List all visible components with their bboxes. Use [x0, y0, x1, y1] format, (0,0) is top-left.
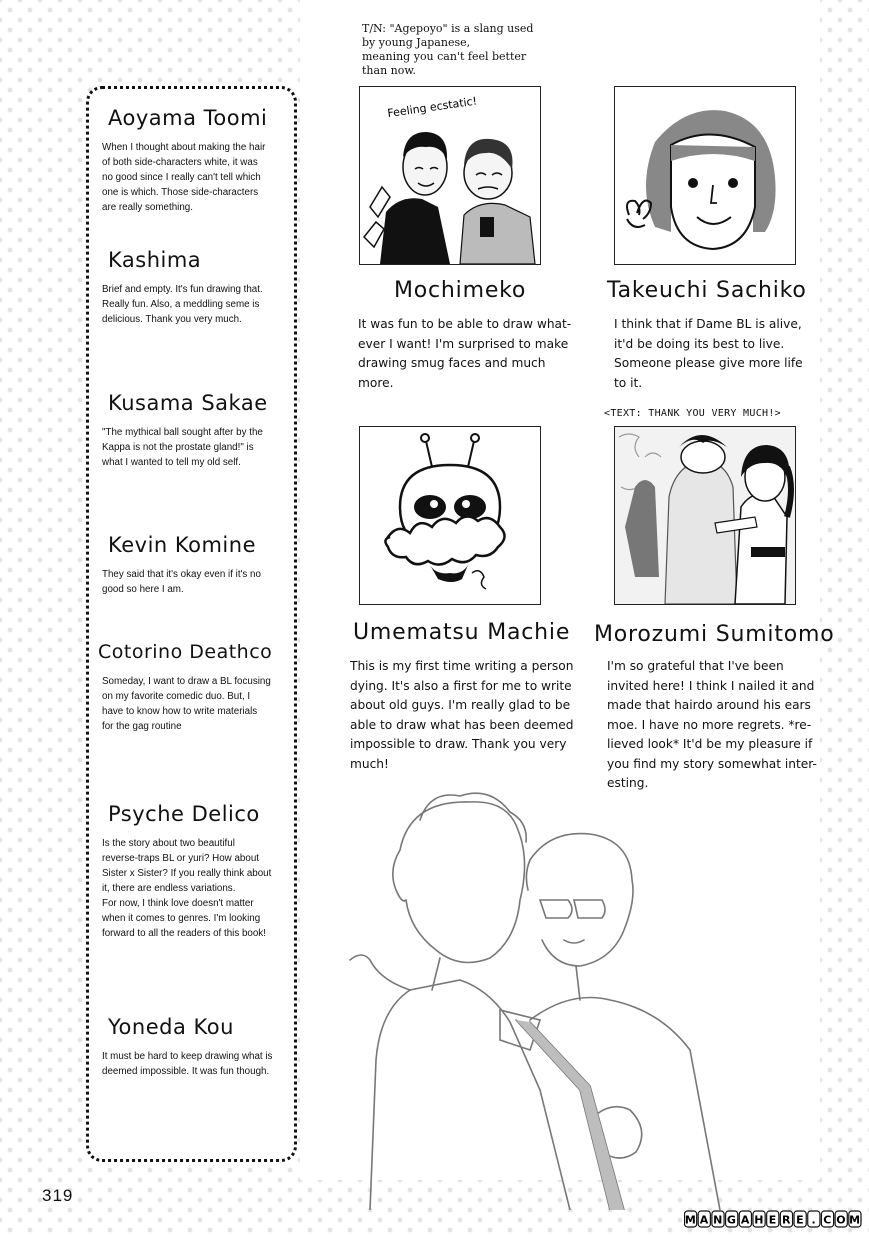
author-comment: Someday, I want to draw a BL focusing on my favorite comedic duo. But, I have to know how to write materials for the gag routine	[102, 676, 271, 732]
watermark-letter: N	[713, 1213, 723, 1227]
card-author-name: Mochimeko	[394, 278, 527, 303]
thank-you-note: <TEXT: THANK YOU VERY MUCH!>	[604, 408, 781, 419]
comment-aoyama-toomi	[102, 104, 280, 215]
comment-kashima	[102, 246, 280, 327]
comment-kevin-komine	[102, 531, 280, 597]
card-author-comment: I'm so grateful that I've been invited here! I think I nailed it and made that hairdo around his ears moe. I have no more regrets. *re- lieved look* It'd be my pleasure if you find my story somewhat inter- esting.	[607, 659, 817, 790]
page-number: 319	[42, 1186, 74, 1205]
author-name: Kusama Sakae	[108, 391, 268, 415]
author-comment: Brief and empty. It's fun drawing that. Really fun. Also, a meddling seme is delicious. Thank you very much.	[102, 284, 263, 325]
author-comment: When I thought about making the hair of both side-characters white, it was no good since I really can't tell which one is which. Those side-characters are really something.	[102, 142, 266, 213]
watermark-letter: M	[684, 1213, 696, 1227]
card-author-name: Morozumi Sumitomo	[594, 622, 835, 647]
author-name: Cotorino Deathco	[98, 641, 273, 663]
watermark-letter: G	[726, 1213, 736, 1227]
watermark-letter: R	[781, 1213, 791, 1227]
morozumi-sumitomo-illustration	[614, 426, 796, 605]
card-author-comment: I think that if Dame BL is alive, it'd be doing its best to live. Someone please give more life to it.	[614, 317, 803, 390]
comment-kusama-sakae	[102, 389, 280, 470]
comment-cotorino-deathco	[98, 638, 280, 734]
watermark-letter: M	[849, 1213, 861, 1227]
author-comment: Is the story about two beautiful reverse-traps BL or yuri? How about Sister x Sister? If you really think about it, there are endless variations. For now, I think love doesn't matter when it comes to genres. I'm looking forward to all the readers of this book!	[102, 838, 272, 939]
watermark-letter: E	[796, 1213, 804, 1227]
translation-note: T/N: "Agepoyo" is a slang used by young Japanese, meaning you can't feel better than now.	[362, 22, 552, 78]
mochimeko-illustration	[359, 86, 541, 265]
author-comment: They said that it's okay even if it's no good so here I am.	[102, 569, 261, 595]
watermark-letter: .	[811, 1213, 816, 1227]
comment-yoneda-kou	[102, 1013, 280, 1079]
umematsu-machie-illustration	[359, 426, 541, 605]
watermark-letter: O	[836, 1213, 846, 1227]
author-name: Kashima	[108, 248, 202, 272]
card-author-comment: This is my first time writing a person dying. It's also a first for me to write about old guys. I'm really glad to be able to draw what has been deemed impossible to draw. Thank you very much!	[350, 659, 574, 771]
author-name: Yoneda Kou	[108, 1015, 234, 1039]
author-name: Aoyama Toomi	[108, 106, 268, 130]
author-comment: It must be hard to keep drawing what is deemed impossible. It was fun though.	[102, 1051, 273, 1077]
comment-psyche-delico	[102, 800, 280, 941]
author-name: Psyche Delico	[108, 802, 260, 826]
watermark-letter: A	[740, 1213, 750, 1227]
takeuchi-sachiko-illustration	[614, 86, 796, 265]
watermark-letter: C	[823, 1213, 832, 1227]
watermark-letter: E	[768, 1213, 777, 1227]
author-name: Kevin Komine	[108, 533, 256, 557]
card-author-name: Takeuchi Sachiko	[607, 278, 807, 303]
card-author-comment: It was fun to be able to draw what- ever I want! I'm surprised to make drawing smug faces and much more.	[358, 317, 572, 390]
watermark-letter: H	[754, 1213, 764, 1227]
watermark-letter: A	[699, 1213, 709, 1227]
card-author-name: Umematsu Machie	[353, 620, 571, 645]
author-comment: "The mythical ball sought after by the Kappa is not the prostate gland!" is what I wanted to tell my old self.	[102, 427, 263, 468]
illustration-caption: Feeling ecstatic!	[386, 94, 478, 120]
watermark	[684, 1210, 862, 1228]
couple-illustration	[340, 790, 840, 1210]
